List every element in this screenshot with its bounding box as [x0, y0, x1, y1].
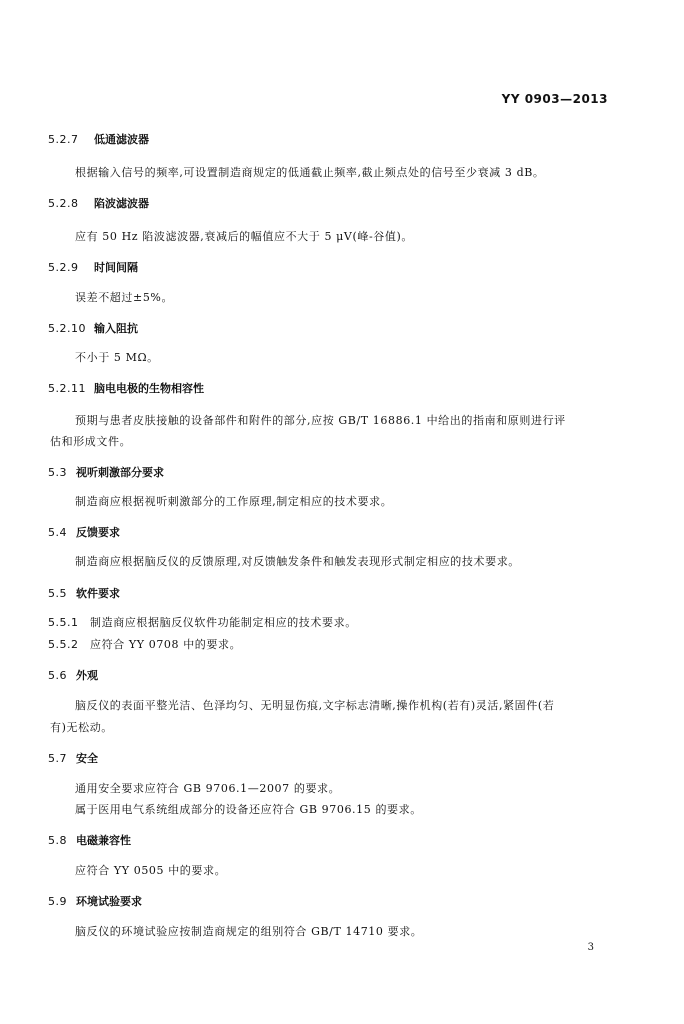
section-number: 5.7 [48, 752, 67, 765]
section-body-5-2-11-line2: 估和形成文件。 [50, 435, 132, 448]
section-number: 5.4 [48, 526, 67, 539]
section-heading-5-4 [48, 524, 120, 540]
section-body-5-2-8: 应有 50 Hz 陷波滤波器,衰减后的幅值应不大于 5 μV(峰-谷值)。 [75, 230, 413, 243]
section-number: 5.8 [48, 834, 67, 847]
section-number: 5.9 [48, 895, 67, 908]
section-number: 5.2.9 [48, 261, 79, 274]
section-body-5-2-11-line1: 预期与患者皮肤接触的设备部件和附件的部分,应按 GB/T 16886.1 中给出的指南和原则进行评 [75, 414, 566, 427]
section-heading-5-2-7 [48, 131, 149, 147]
section-heading-5-9 [48, 893, 142, 909]
section-title: 视听刺激部分要求 [76, 466, 164, 479]
section-number: 5.2.10 [48, 322, 86, 335]
section-body-5-6-line2: 有)无松动。 [50, 721, 113, 734]
section-title: 软件要求 [76, 587, 120, 600]
page-number: 3 [587, 942, 594, 953]
section-heading-5-2-8 [48, 195, 149, 211]
item-text: 制造商应根据脑反仪软件功能制定相应的技术要求。 [90, 616, 357, 629]
section-number: 5.2.11 [48, 382, 86, 395]
section-title: 反馈要求 [76, 526, 120, 539]
section-heading-5-5 [48, 585, 120, 601]
section-body-5-7-line2: 属于医用电气系统组成部分的设备还应符合 GB 9706.15 的要求。 [75, 803, 422, 816]
section-number: 5.2.7 [48, 133, 79, 146]
section-number: 5.5 [48, 587, 67, 600]
section-title: 安全 [76, 752, 98, 765]
section-title: 陷波滤波器 [94, 197, 149, 210]
list-item-5-5-1 [48, 614, 357, 630]
section-heading-5-7 [48, 750, 98, 766]
section-body-5-4: 制造商应根据脑反仪的反馈原理,对反馈触发条件和触发表现形式制定相应的技术要求。 [75, 555, 520, 568]
section-body-5-6-line1: 脑反仪的表面平整光洁、色泽均匀、无明显伤痕,文字标志清晰,操作机构(若有)灵活,紧固件(若 [75, 699, 555, 712]
item-number: 5.5.1 [48, 616, 79, 629]
section-title: 脑电电极的生物相容性 [94, 382, 204, 395]
section-heading-5-3 [48, 464, 164, 480]
section-title: 输入阻抗 [94, 322, 138, 335]
section-number: 5.2.8 [48, 197, 79, 210]
section-heading-5-2-9 [48, 259, 138, 275]
item-text: 应符合 YY 0708 中的要求。 [90, 638, 242, 651]
section-title: 外观 [76, 669, 98, 682]
section-heading-5-2-10 [48, 320, 138, 336]
section-body-5-7-line1: 通用安全要求应符合 GB 9706.1—2007 的要求。 [75, 782, 341, 795]
section-title: 环境试验要求 [76, 895, 142, 908]
section-body-5-8: 应符合 YY 0505 中的要求。 [75, 864, 227, 877]
section-body-5-3: 制造商应根据视听刺激部分的工作原理,制定相应的技术要求。 [75, 495, 393, 508]
section-title: 电磁兼容性 [76, 834, 131, 847]
standard-number-header: YY 0903—2013 [501, 92, 608, 106]
section-heading-5-8 [48, 832, 131, 848]
section-number: 5.6 [48, 669, 67, 682]
section-body-5-2-9: 误差不超过±5%。 [75, 291, 174, 304]
section-title: 低通滤波器 [94, 133, 149, 146]
section-number: 5.3 [48, 466, 67, 479]
section-heading-5-2-11 [48, 380, 204, 396]
section-body-5-2-10: 不小于 5 MΩ。 [75, 351, 159, 364]
section-body-5-2-7: 根据输入信号的频率,可设置制造商规定的低通截止频率,截止频点处的信号至少衰减 3 dB。 [75, 166, 545, 179]
section-heading-5-6 [48, 667, 98, 683]
section-body-5-9: 脑反仪的环境试验应按制造商规定的组别符合 GB/T 14710 要求。 [75, 925, 423, 938]
section-title: 时间间隔 [94, 261, 138, 274]
item-number: 5.5.2 [48, 638, 79, 651]
list-item-5-5-2 [48, 636, 241, 652]
